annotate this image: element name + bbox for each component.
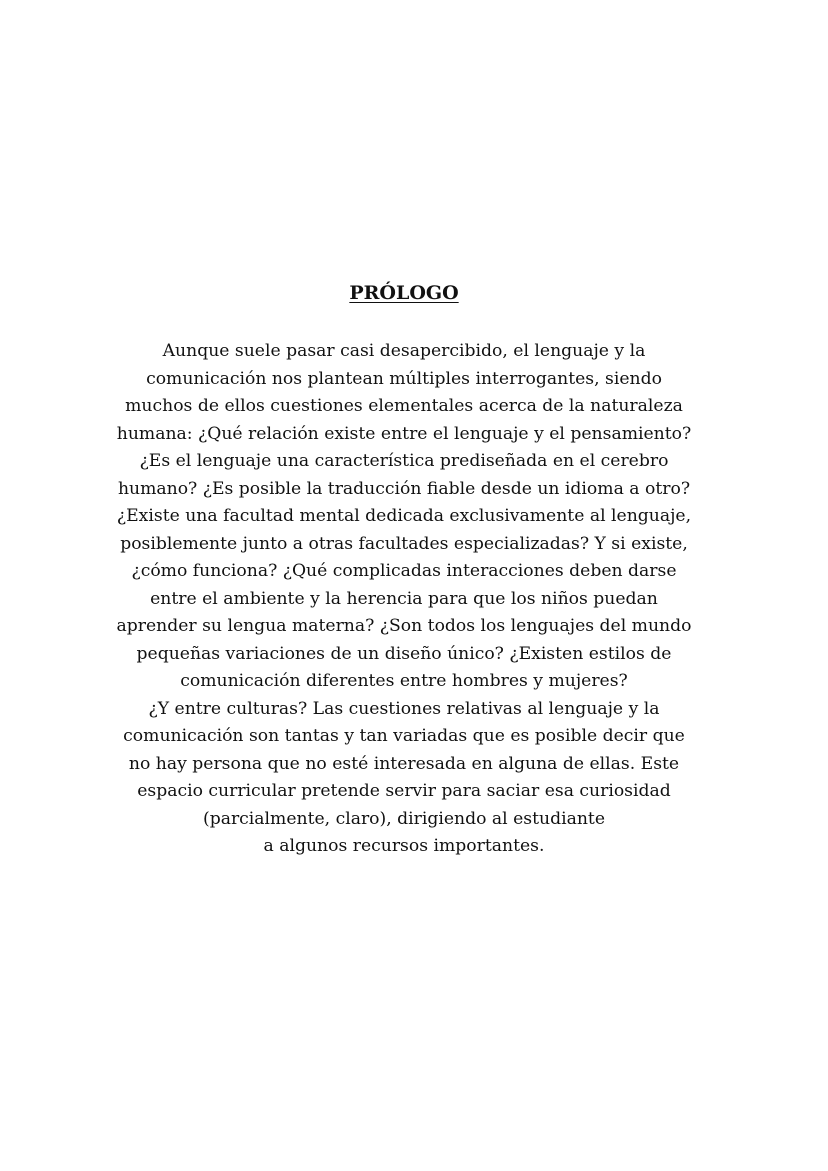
paragraph-line: ¿Es el lenguaje una característica prediseñada en el cerebro — [139, 451, 669, 471]
paragraph-line: entre el ambiente y la herencia para que los niños puedan — [150, 588, 658, 609]
paragraph-line: Aunque suele pasar casi desapercibido, el lenguaje y la — [162, 341, 646, 361]
paragraph-line: ¿Y entre culturas? Las cuestiones relativas al lenguaje y la — [148, 698, 660, 719]
paragraph-line: no hay persona que no esté interesada en alguna de ellas. Este — [128, 753, 680, 774]
paragraph-line: (parcialmente, claro), dirigiendo al estudiante — [203, 808, 605, 829]
paragraph-line: pequeñas variaciones de un diseño único? ¿Existen estilos de — [136, 643, 672, 664]
paragraph-line: posiblemente junto a otras facultades especializadas? Y si existe, — [120, 533, 688, 554]
paragraph-line: ¿cómo funciona? ¿Qué complicadas interacciones deben darse — [131, 561, 677, 581]
paragraph-line: aprender su lengua materna? ¿Son todos los lenguajes del mundo — [116, 616, 692, 636]
paragraph-line: comunicación son tantas y tan variadas que es posible decir que — [123, 726, 685, 746]
paragraph-line: espacio curricular pretende servir para saciar esa curiosidad — [137, 781, 671, 801]
page-title: PRÓLOGO — [349, 282, 459, 304]
paragraph-line: humana: ¿Qué relación existe entre el lenguaje y el pensamiento? — [116, 423, 692, 444]
prologue-paragraph — [100, 338, 708, 861]
paragraph-line: a algunos recursos importantes. — [263, 836, 545, 856]
paragraph-line: comunicación diferentes entre hombres y mujeres? — [180, 671, 628, 691]
paragraph-line: muchos de ellos cuestiones elementales acerca de la naturaleza — [125, 396, 683, 416]
paragraph-line: comunicación nos plantean múltiples interrogantes, siendo — [146, 368, 662, 389]
paragraph-line: ¿Existe una facultad mental dedicada exclusivamente al lenguaje, — [116, 506, 692, 526]
paragraph-line: humano? ¿Es posible la traducción fiable desde un idioma a otro? — [117, 478, 691, 499]
